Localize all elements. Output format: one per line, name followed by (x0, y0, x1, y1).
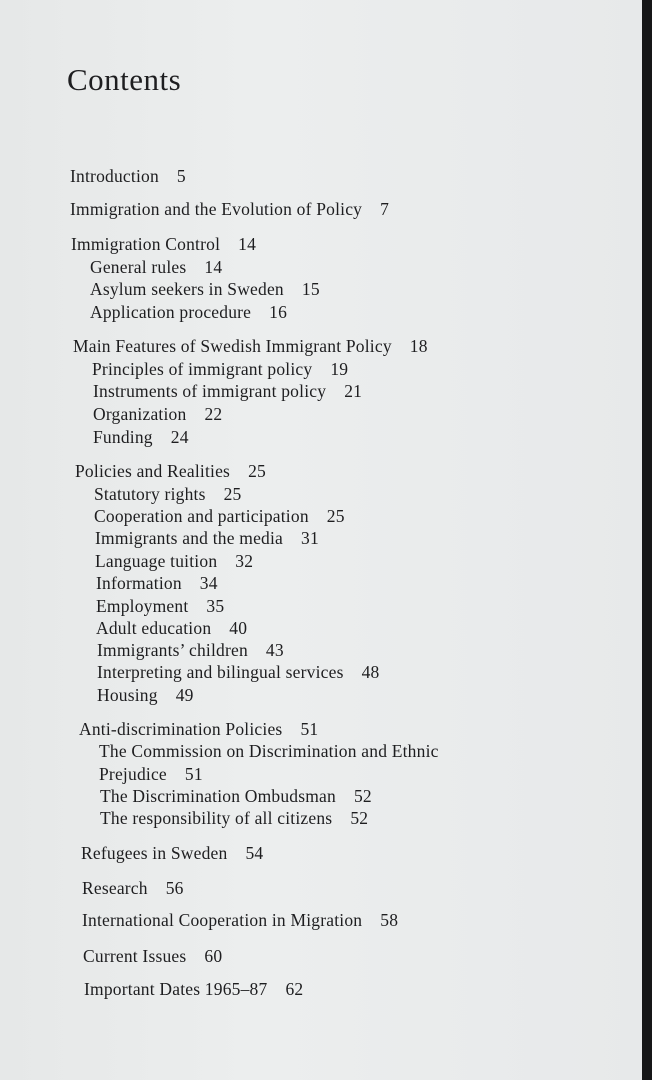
toc-entry-title: Interpreting and bilingual services (97, 662, 344, 682)
toc-entry-title: Employment (96, 596, 189, 616)
toc-entry-title: The Commission on Discrimination and Ethnic (99, 741, 439, 761)
toc-entry-title: Policies and Realities (75, 461, 231, 481)
toc-entry (92, 361, 348, 379)
toc-page-number: 32 (235, 551, 254, 571)
toc-entry (96, 620, 247, 638)
toc-page-number: 56 (165, 878, 184, 898)
toc-entry-title: Statutory rights (94, 484, 206, 504)
toc-page-number: 34 (199, 573, 218, 593)
toc-entry-title: Adult education (96, 618, 212, 638)
toc-page-number: 62 (285, 979, 304, 999)
toc-entry (96, 575, 218, 593)
toc-page-number: 31 (301, 528, 319, 548)
toc-entry-title: Research (82, 878, 148, 898)
book-spine-edge (642, 0, 652, 1080)
toc-entry (97, 664, 379, 682)
toc-entry-title: Information (96, 573, 182, 593)
toc-entry-title: The responsibility of all citizens (100, 808, 333, 828)
toc-page-number: 48 (361, 662, 380, 682)
toc-entry (97, 642, 284, 660)
toc-entry (90, 281, 320, 299)
toc-entry-title: Immigration and the Evolution of Policy (70, 199, 363, 219)
toc-entry (99, 766, 203, 784)
toc-page-number: 40 (229, 618, 248, 638)
toc-entry (82, 912, 398, 930)
toc-page-number: 52 (353, 786, 372, 806)
toc-entry (84, 981, 303, 999)
toc-entry-title: Main Features of Swedish Immigrant Policy (73, 336, 392, 356)
toc-entry (73, 338, 428, 356)
toc-entry-title: Asylum seekers in Sweden (90, 279, 284, 299)
toc-entry (83, 948, 222, 966)
toc-entry-title: Organization (93, 404, 187, 424)
toc-entry (93, 383, 362, 401)
toc-page-number: 54 (245, 843, 264, 863)
toc-entry (81, 845, 263, 863)
toc-entry (99, 743, 439, 761)
toc-entry (90, 304, 287, 322)
toc-entry (100, 810, 368, 828)
toc-page-number: 35 (206, 596, 225, 616)
toc-entry-title: Immigrants’ children (97, 640, 248, 660)
toc-entry-title: Introduction (70, 166, 159, 186)
toc-page-number: 5 (176, 166, 186, 186)
toc-entry-title: General rules (90, 257, 187, 277)
toc-page-number: 52 (350, 808, 369, 828)
toc-entry-title: Application procedure (90, 302, 252, 322)
toc-page-number: 24 (170, 427, 189, 447)
toc-entry-title: Anti-discrimination Policies (79, 719, 283, 739)
toc-entry (95, 553, 253, 571)
toc-entry-title: Prejudice (99, 764, 167, 784)
page-title: Contents (67, 62, 182, 97)
toc-entry (94, 508, 345, 526)
toc-page-number: 58 (380, 910, 399, 930)
toc-page-number: 21 (344, 381, 363, 401)
toc-entry-title: Immigrants and the media (95, 528, 284, 548)
toc-entry (94, 486, 242, 504)
toc-entry (70, 201, 389, 219)
toc-entry (71, 236, 256, 254)
toc-page-number: 7 (380, 199, 390, 219)
toc-page-number: 19 (330, 359, 349, 379)
toc-entry-title: Principles of immigrant policy (92, 359, 313, 379)
toc-entry-title: International Cooperation in Migration (82, 910, 363, 930)
toc-entry-title: Important Dates 1965–87 (84, 979, 268, 999)
toc-entry-title: The Discrimination Ombudsman (100, 786, 336, 806)
toc-entry (97, 687, 194, 705)
toc-entry (96, 598, 224, 616)
toc-entry (100, 788, 372, 806)
toc-entry-title: Cooperation and participation (94, 506, 309, 526)
toc-entry (82, 880, 184, 898)
toc-page-number: 49 (175, 685, 194, 705)
toc-entry-title: Refugees in Sweden (81, 843, 228, 863)
toc-page-number: 14 (204, 257, 223, 277)
toc-page-number: 25 (248, 461, 266, 481)
toc-entry (70, 168, 186, 186)
toc-page-number: 25 (223, 484, 242, 504)
toc-entry-title: Funding (93, 427, 153, 447)
toc-entry-title: Current Issues (83, 946, 187, 966)
toc-entry (93, 429, 189, 447)
toc-page-number: 16 (269, 302, 288, 322)
toc-page-number: 43 (265, 640, 284, 660)
toc-page-number: 25 (326, 506, 345, 526)
toc-page-number: 18 (409, 336, 428, 356)
toc-entry-title: Housing (97, 685, 158, 705)
toc-entry (90, 259, 222, 277)
toc-page-number: 22 (204, 404, 223, 424)
toc-page-number: 51 (184, 764, 203, 784)
toc-entry (75, 463, 266, 481)
toc-entry-title: Immigration Control (71, 234, 221, 254)
toc-entry (95, 530, 319, 548)
toc-entry (79, 721, 318, 739)
toc-entry-title: Language tuition (95, 551, 218, 571)
toc-entry (93, 406, 222, 424)
toc-page-number: 14 (238, 234, 257, 254)
toc-page-number: 15 (301, 279, 320, 299)
toc-entry-title: Instruments of immigrant policy (93, 381, 327, 401)
toc-page-number: 51 (300, 719, 319, 739)
toc-page-number: 60 (204, 946, 223, 966)
